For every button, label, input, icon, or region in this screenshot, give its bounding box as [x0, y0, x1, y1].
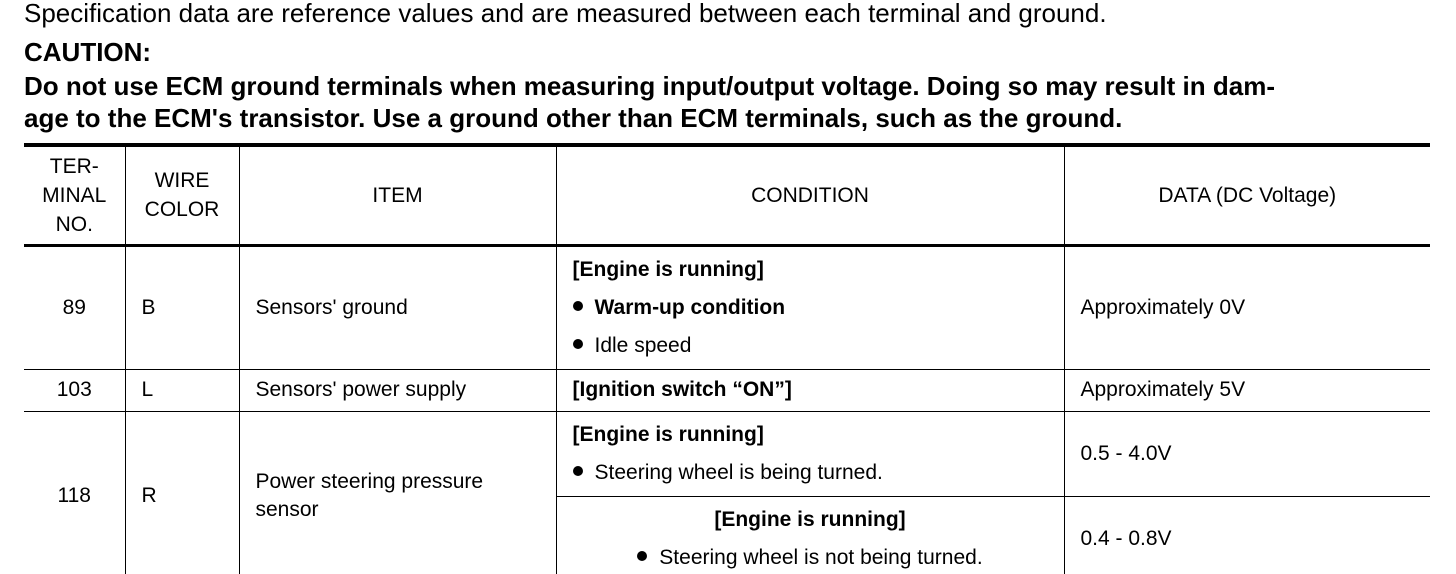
condition	[556, 496, 1064, 574]
data-value: 0.4 - 0.8V	[1064, 496, 1430, 574]
header-terminal-no: TER- MINAL NO.	[24, 145, 125, 245]
data-value: Approximately 5V	[1064, 369, 1430, 411]
table-header-row	[24, 145, 1430, 245]
caution-title: CAUTION:	[24, 37, 152, 67]
caution-line: Do not use ECM ground terminals when measuring input/output voltage. Doing so may result in dam-	[24, 71, 1275, 101]
table-row	[24, 369, 1430, 411]
condition	[556, 245, 1064, 369]
condition-heading: [Engine is running]	[714, 507, 906, 531]
data-value: 0.5 - 4.0V	[1064, 411, 1430, 496]
terminal-spec-table	[24, 143, 1430, 574]
header-wire-color: WIRE COLOR	[125, 145, 239, 245]
condition-heading: [Engine is running]	[572, 257, 764, 281]
wire-color: B	[125, 245, 239, 369]
condition-bullet: Steering wheel is being turned.	[573, 454, 1064, 492]
table-row	[24, 411, 1430, 496]
spec-note: Specification data are reference values and are measured between each terminal and ground.	[24, 0, 1107, 28]
condition-heading: [Engine is running]	[572, 422, 764, 446]
condition-heading: [Ignition switch “ON”]	[572, 378, 792, 401]
bullet-icon	[573, 466, 583, 476]
header-data: DATA (DC Voltage)	[1064, 145, 1430, 245]
condition	[556, 369, 1064, 411]
caution-line: age to the ECM's transistor. Use a ground other than ECM terminals, such as the ground.	[24, 103, 1123, 133]
header-condition: CONDITION	[556, 145, 1064, 245]
condition-bullet: Idle speed	[573, 327, 1064, 365]
item: Sensors' power supply	[239, 369, 556, 411]
terminal-no: 103	[24, 369, 125, 411]
data-value: Approximately 0V	[1064, 245, 1430, 369]
bullet-icon	[573, 301, 583, 311]
wire-color: R	[125, 411, 239, 574]
condition-bullet: Steering wheel is not being turned.	[557, 539, 1064, 574]
condition-bullet: Warm-up condition	[573, 289, 1064, 327]
item: Sensors' ground	[239, 245, 556, 369]
terminal-no: 118	[24, 411, 125, 574]
header-item: ITEM	[239, 145, 556, 245]
bullet-icon	[573, 339, 583, 349]
wire-color: L	[125, 369, 239, 411]
terminal-no: 89	[24, 245, 125, 369]
bullet-icon	[637, 551, 647, 561]
condition	[556, 411, 1064, 496]
table-row	[24, 245, 1430, 369]
caution-text	[24, 70, 1436, 134]
item: Power steering pressure sensor	[239, 411, 556, 574]
